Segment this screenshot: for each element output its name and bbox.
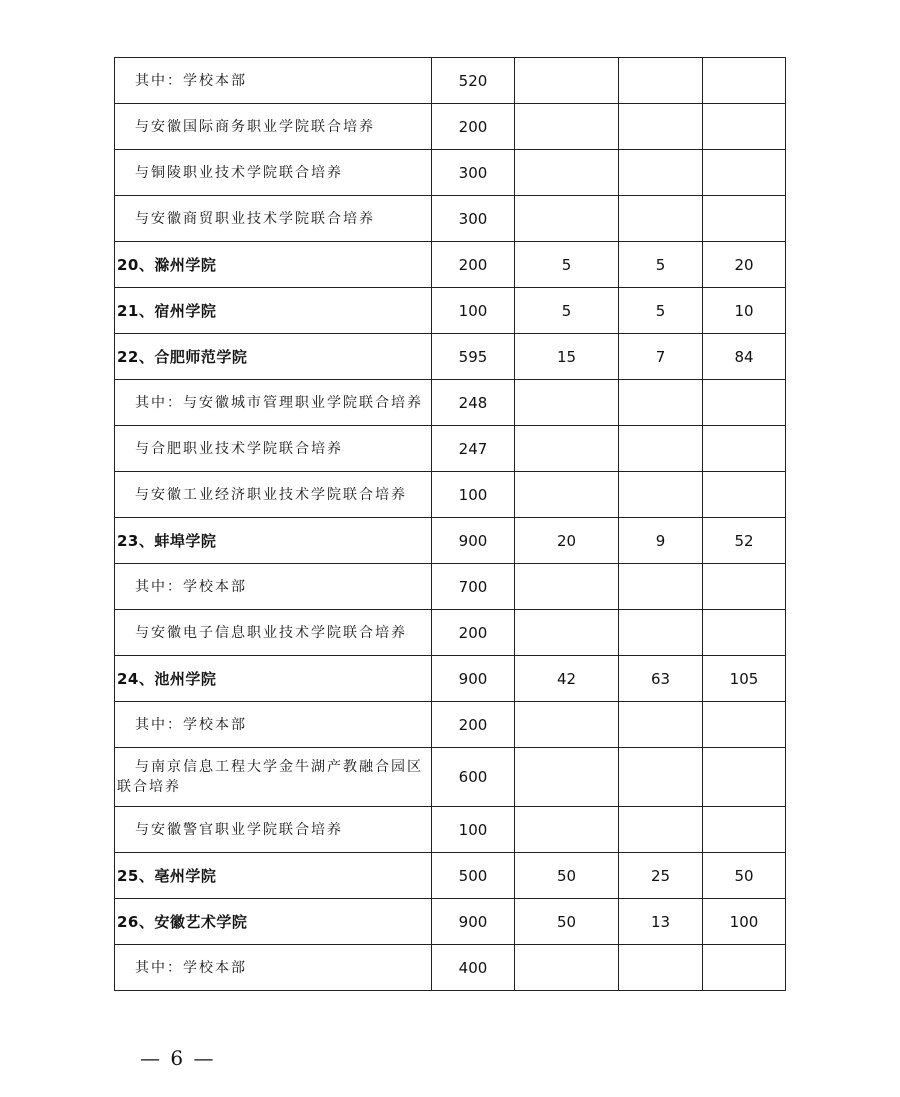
col4-cell	[619, 150, 703, 196]
institution-name: 23、蚌埠学院	[117, 532, 217, 550]
plan-count-cell: 248	[432, 380, 515, 426]
program-name: 与安徽电子信息职业技术学院联合培养	[135, 624, 407, 641]
plan-count-cell: 400	[432, 945, 515, 991]
program-name: 其中：与安徽城市管理职业学院联合培养	[135, 394, 423, 411]
row-name-cell	[115, 472, 432, 518]
col4-cell	[619, 426, 703, 472]
sub-row	[115, 196, 786, 242]
col4-cell	[619, 58, 703, 104]
institution-row	[115, 853, 786, 899]
row-name-cell	[115, 853, 432, 899]
col4-cell	[619, 702, 703, 748]
col4-cell	[619, 380, 703, 426]
col3-cell: 50	[515, 899, 619, 945]
plan-count-cell: 100	[432, 472, 515, 518]
row-name-cell	[115, 104, 432, 150]
institution-row	[115, 899, 786, 945]
plan-count-cell: 900	[432, 899, 515, 945]
plan-count-cell: 900	[432, 518, 515, 564]
col5-cell: 105	[703, 656, 786, 702]
plan-count-cell: 520	[432, 58, 515, 104]
plan-count-cell: 900	[432, 656, 515, 702]
institution-row	[115, 288, 786, 334]
sub-row	[115, 150, 786, 196]
col5-cell	[703, 610, 786, 656]
col5-cell	[703, 196, 786, 242]
col5-cell	[703, 748, 786, 807]
plan-count-cell: 200	[432, 242, 515, 288]
row-name-cell	[115, 58, 432, 104]
program-name: 与安徽商贸职业技术学院联合培养	[135, 210, 375, 227]
plan-count-cell: 200	[432, 610, 515, 656]
row-name-cell	[115, 656, 432, 702]
col5-cell: 100	[703, 899, 786, 945]
institution-name: 21、宿州学院	[117, 302, 217, 320]
col5-cell: 84	[703, 334, 786, 380]
program-name: 与铜陵职业技术学院联合培养	[135, 164, 343, 181]
program-name: 与南京信息工程大学金牛湖产教融合园区联合培养	[117, 759, 423, 795]
sub-row	[115, 610, 786, 656]
col4-cell	[619, 564, 703, 610]
program-name: 其中：学校本部	[135, 578, 247, 595]
col4-cell	[619, 945, 703, 991]
row-name-cell	[115, 426, 432, 472]
institution-name: 26、安徽艺术学院	[117, 913, 248, 931]
program-name: 与合肥职业技术学院联合培养	[135, 440, 343, 457]
row-name-cell	[115, 610, 432, 656]
col3-cell	[515, 426, 619, 472]
institution-name: 24、池州学院	[117, 670, 217, 688]
program-name: 与安徽国际商务职业学院联合培养	[135, 118, 375, 135]
col4-cell: 63	[619, 656, 703, 702]
col4-cell: 7	[619, 334, 703, 380]
col5-cell: 52	[703, 518, 786, 564]
program-name: 其中：学校本部	[135, 959, 247, 976]
col3-cell	[515, 748, 619, 807]
col3-cell: 50	[515, 853, 619, 899]
program-name: 与安徽工业经济职业技术学院联合培养	[135, 486, 407, 503]
col5-cell: 50	[703, 853, 786, 899]
sub-row	[115, 748, 786, 807]
col3-cell: 5	[515, 288, 619, 334]
institution-row	[115, 656, 786, 702]
col3-cell	[515, 104, 619, 150]
col5-cell	[703, 702, 786, 748]
col5-cell	[703, 472, 786, 518]
plan-count-cell: 700	[432, 564, 515, 610]
col5-cell	[703, 945, 786, 991]
col5-cell: 20	[703, 242, 786, 288]
plan-count-cell: 300	[432, 196, 515, 242]
sub-row	[115, 58, 786, 104]
page-number: — 6 —	[140, 1046, 216, 1070]
col5-cell	[703, 58, 786, 104]
plan-count-cell: 500	[432, 853, 515, 899]
col4-cell	[619, 748, 703, 807]
row-name-cell	[115, 945, 432, 991]
sub-row	[115, 426, 786, 472]
col5-cell: 10	[703, 288, 786, 334]
plan-count-cell: 300	[432, 150, 515, 196]
row-name-cell	[115, 150, 432, 196]
sub-row	[115, 702, 786, 748]
sub-row	[115, 380, 786, 426]
row-name-cell	[115, 288, 432, 334]
col5-cell	[703, 426, 786, 472]
col4-cell	[619, 807, 703, 853]
col5-cell	[703, 807, 786, 853]
institution-row	[115, 518, 786, 564]
col3-cell	[515, 564, 619, 610]
col3-cell	[515, 150, 619, 196]
row-name-cell	[115, 748, 432, 807]
institution-row	[115, 334, 786, 380]
col4-cell	[619, 472, 703, 518]
col4-cell	[619, 196, 703, 242]
col4-cell: 5	[619, 288, 703, 334]
col5-cell	[703, 104, 786, 150]
col3-cell	[515, 380, 619, 426]
row-name-cell	[115, 899, 432, 945]
row-name-cell	[115, 518, 432, 564]
col5-cell	[703, 380, 786, 426]
col3-cell	[515, 610, 619, 656]
program-name: 其中：学校本部	[135, 716, 247, 733]
institution-name: 20、滁州学院	[117, 256, 217, 274]
plan-count-cell: 600	[432, 748, 515, 807]
col3-cell	[515, 58, 619, 104]
col3-cell	[515, 196, 619, 242]
institution-name: 25、亳州学院	[117, 867, 217, 885]
col3-cell: 20	[515, 518, 619, 564]
col4-cell: 25	[619, 853, 703, 899]
col3-cell	[515, 807, 619, 853]
col5-cell	[703, 150, 786, 196]
row-name-cell	[115, 334, 432, 380]
sub-row	[115, 472, 786, 518]
institution-name: 22、合肥师范学院	[117, 348, 248, 366]
plan-count-cell: 200	[432, 104, 515, 150]
institution-row	[115, 242, 786, 288]
col5-cell	[703, 564, 786, 610]
col3-cell	[515, 702, 619, 748]
col3-cell	[515, 472, 619, 518]
program-name: 与安徽警官职业学院联合培养	[135, 821, 343, 838]
sub-row	[115, 807, 786, 853]
col4-cell: 9	[619, 518, 703, 564]
plan-count-cell: 200	[432, 702, 515, 748]
plan-count-cell: 100	[432, 807, 515, 853]
enrollment-table	[114, 57, 786, 991]
col3-cell: 5	[515, 242, 619, 288]
row-name-cell	[115, 702, 432, 748]
row-name-cell	[115, 807, 432, 853]
sub-row	[115, 564, 786, 610]
program-name: 其中：学校本部	[135, 72, 247, 89]
col3-cell: 15	[515, 334, 619, 380]
col3-cell	[515, 945, 619, 991]
row-name-cell	[115, 564, 432, 610]
plan-count-cell: 595	[432, 334, 515, 380]
col4-cell	[619, 610, 703, 656]
row-name-cell	[115, 380, 432, 426]
col4-cell: 5	[619, 242, 703, 288]
col3-cell: 42	[515, 656, 619, 702]
col4-cell	[619, 104, 703, 150]
row-name-cell	[115, 196, 432, 242]
plan-count-cell: 100	[432, 288, 515, 334]
sub-row	[115, 104, 786, 150]
plan-count-cell: 247	[432, 426, 515, 472]
row-name-cell	[115, 242, 432, 288]
sub-row	[115, 945, 786, 991]
col4-cell: 13	[619, 899, 703, 945]
